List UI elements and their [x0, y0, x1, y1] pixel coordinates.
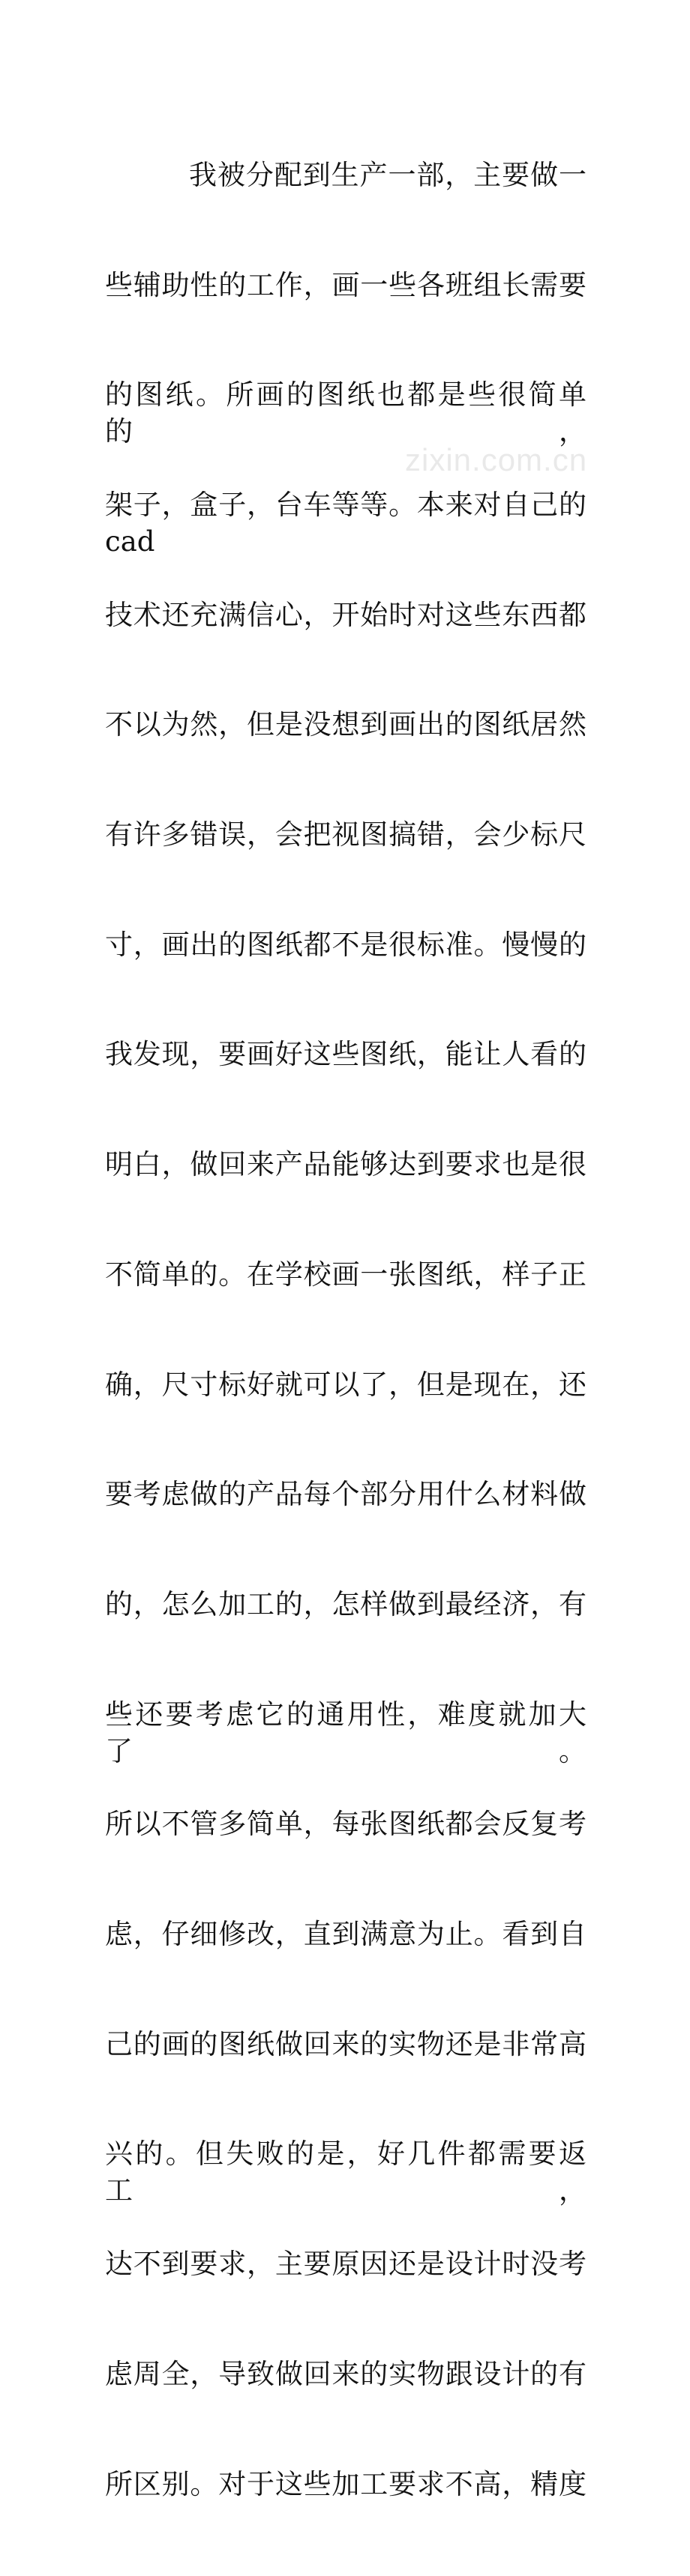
text-line: 己的画的图纸做回来的实物还是非常高: [105, 2027, 586, 2060]
text-line: 技术还充满信心，开始时对这些东西都: [105, 598, 586, 631]
text-line: 不以为然，但是没想到画出的图纸居然: [105, 708, 586, 741]
text-line: 达不到要求，主要原因还是设计时没考: [105, 2248, 586, 2281]
text-line: 确，尺寸标好就可以了，但是现在，还: [105, 1368, 586, 1401]
text-line: 些还要考虑它的通用性，难度就加大了。: [105, 1698, 586, 1767]
text-line: 不简单的。在学校画一张图纸，样子正: [105, 1258, 586, 1291]
text-line: 虑周全，导致做回来的实物跟设计的有: [105, 2357, 586, 2390]
text-line: 架子，盒子，台车等等。本来对自己的 cad: [105, 488, 586, 558]
text-line: 我被分配到生产一部，主要做一: [189, 158, 586, 191]
text-line: 有许多错误，会把视图搞错，会少标尺: [105, 818, 586, 851]
text-line: 的，怎么加工的，怎样做到最经济，有: [105, 1587, 586, 1620]
text-line: 些辅助性的工作，画一些各班组长需要: [105, 268, 586, 301]
text-line: 兴的。但失败的是，好几件都需要返工，: [105, 2138, 586, 2207]
text-line: 所区别。对于这些加工要求不高，精度: [105, 2467, 586, 2500]
text-line: 的图纸。所画的图纸也都是些很简单的，: [105, 378, 586, 448]
text-line: 虑，仔细修改，直到满意为止。看到自: [105, 1918, 586, 1951]
text-line: 寸，画出的图纸都不是很标准。慢慢的: [105, 928, 586, 961]
text-line: 要考虑做的产品每个部分用什么材料做: [105, 1478, 586, 1511]
text-line: 明白，做回来产品能够达到要求也是很: [105, 1148, 586, 1181]
watermark: zixin.com.cn: [405, 442, 588, 477]
text-line: 所以不管多简单，每张图纸都会反复考: [105, 1808, 586, 1841]
text-line: 我发现，要画好这些图纸，能让人看的: [105, 1038, 586, 1071]
